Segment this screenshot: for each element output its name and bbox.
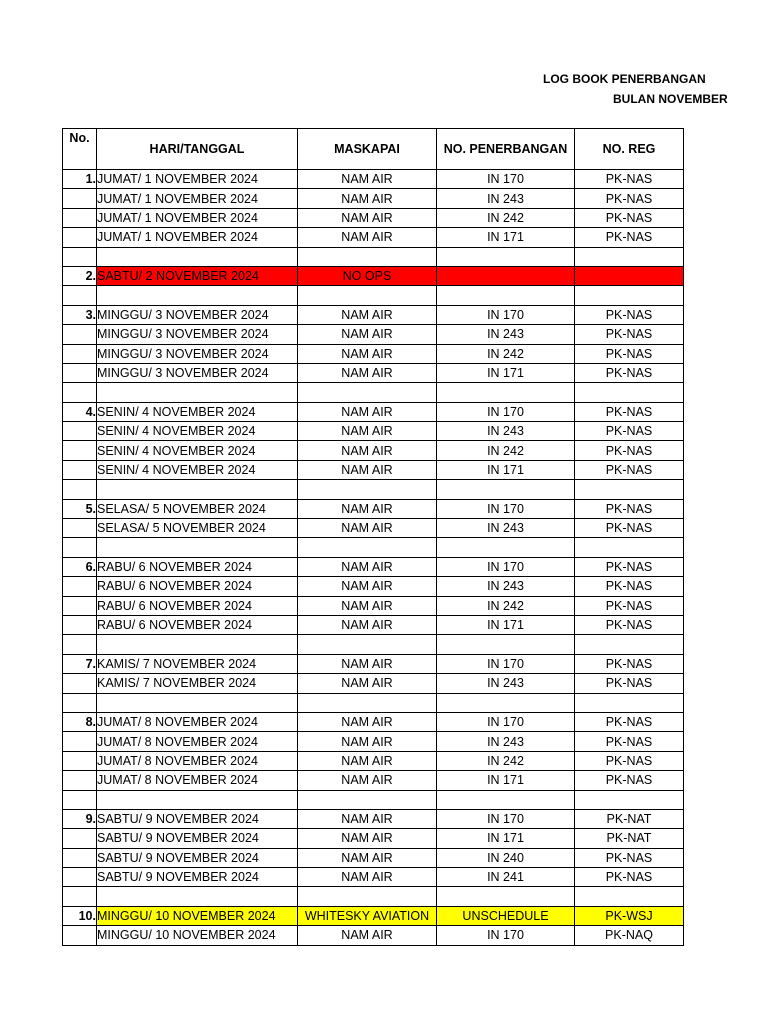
cell-airline: NAM AIR (298, 926, 437, 945)
cell-no (63, 325, 97, 344)
cell-no: 4. (63, 402, 97, 421)
cell-flight-number: IN 171 (437, 771, 575, 790)
cell-flight-number: IN 243 (437, 732, 575, 751)
cell-date (97, 790, 298, 809)
cell-airline: NAM AIR (298, 228, 437, 247)
cell-no: 1. (63, 170, 97, 189)
cell-no (63, 635, 97, 654)
table-row (63, 422, 684, 441)
cell-date (97, 887, 298, 906)
cell-flight-number: IN 170 (437, 712, 575, 731)
cell-airline: NAM AIR (298, 189, 437, 208)
cell-date: SABTU/ 9 NOVEMBER 2024 (97, 809, 298, 828)
cell-date: RABU/ 6 NOVEMBER 2024 (97, 596, 298, 615)
cell-flight-number: IN 241 (437, 868, 575, 887)
month-subtitle: BULAN NOVEMBER (613, 92, 728, 106)
cell-no (63, 848, 97, 867)
log-title: LOG BOOK PENERBANGAN (543, 72, 706, 86)
cell-no (63, 596, 97, 615)
cell-no (63, 693, 97, 712)
table-row (63, 208, 684, 227)
cell-flight-number: IN 243 (437, 325, 575, 344)
table-row (63, 305, 684, 324)
cell-no (63, 732, 97, 751)
cell-date (97, 286, 298, 305)
cell-registration: PK-NAS (575, 422, 684, 441)
table-row (63, 615, 684, 634)
cell-registration (575, 286, 684, 305)
cell-no (63, 286, 97, 305)
cell-flight-number (437, 266, 575, 285)
cell-registration (575, 266, 684, 285)
cell-flight-number: IN 170 (437, 809, 575, 828)
cell-registration: PK-WSJ (575, 906, 684, 925)
cell-flight-number: IN 242 (437, 208, 575, 227)
cell-flight-number (437, 693, 575, 712)
cell-no (63, 868, 97, 887)
cell-flight-number: IN 243 (437, 577, 575, 596)
table-row (63, 441, 684, 460)
table-row (63, 228, 684, 247)
blank-row (63, 887, 684, 906)
cell-airline (298, 790, 437, 809)
cell-date (97, 693, 298, 712)
cell-flight-number: IN 170 (437, 926, 575, 945)
table-row (63, 926, 684, 945)
cell-registration: PK-NAS (575, 189, 684, 208)
table-row (63, 344, 684, 363)
cell-airline (298, 887, 437, 906)
cell-no (63, 363, 97, 382)
cell-no (63, 422, 97, 441)
table-row (63, 266, 684, 285)
cell-registration: PK-NAS (575, 170, 684, 189)
table-row (63, 189, 684, 208)
cell-registration: PK-NAT (575, 809, 684, 828)
cell-date: JUMAT/ 1 NOVEMBER 2024 (97, 208, 298, 227)
blank-row (63, 538, 684, 557)
cell-flight-number: IN 171 (437, 615, 575, 634)
cell-flight-number: IN 170 (437, 402, 575, 421)
table-row (63, 499, 684, 518)
cell-no (63, 460, 97, 479)
cell-airline (298, 538, 437, 557)
table-row (63, 402, 684, 421)
cell-registration: PK-NAS (575, 712, 684, 731)
cell-airline: NAM AIR (298, 325, 437, 344)
table-row (63, 868, 684, 887)
cell-airline: NAM AIR (298, 557, 437, 576)
cell-registration (575, 887, 684, 906)
cell-airline: NAM AIR (298, 402, 437, 421)
cell-airline (298, 247, 437, 266)
cell-flight-number (437, 286, 575, 305)
cell-date: MINGGU/ 10 NOVEMBER 2024 (97, 926, 298, 945)
cell-flight-number: IN 242 (437, 596, 575, 615)
blank-row (63, 247, 684, 266)
table-row (63, 771, 684, 790)
cell-date: MINGGU/ 10 NOVEMBER 2024 (97, 906, 298, 925)
cell-airline: NAM AIR (298, 615, 437, 634)
table-row (63, 460, 684, 479)
column-header-no: No. (63, 129, 97, 170)
cell-no (63, 383, 97, 402)
cell-no (63, 577, 97, 596)
cell-airline: NAM AIR (298, 422, 437, 441)
cell-date: SENIN/ 4 NOVEMBER 2024 (97, 460, 298, 479)
cell-airline: NAM AIR (298, 712, 437, 731)
cell-registration: PK-NAS (575, 557, 684, 576)
cell-flight-number (437, 538, 575, 557)
table-row (63, 829, 684, 848)
cell-date: JUMAT/ 8 NOVEMBER 2024 (97, 751, 298, 770)
cell-no (63, 771, 97, 790)
cell-no: 9. (63, 809, 97, 828)
cell-airline (298, 480, 437, 499)
cell-airline: NAM AIR (298, 441, 437, 460)
cell-registration: PK-NAS (575, 519, 684, 538)
cell-flight-number: IN 242 (437, 751, 575, 770)
cell-registration: PK-NAS (575, 228, 684, 247)
cell-airline: NAM AIR (298, 674, 437, 693)
table-row (63, 170, 684, 189)
cell-flight-number (437, 383, 575, 402)
cell-registration (575, 790, 684, 809)
cell-registration: PK-NAS (575, 460, 684, 479)
cell-airline: NAM AIR (298, 170, 437, 189)
cell-no: 7. (63, 654, 97, 673)
cell-date (97, 480, 298, 499)
cell-registration: PK-NAS (575, 305, 684, 324)
cell-no (63, 538, 97, 557)
table-row (63, 732, 684, 751)
cell-date: SABTU/ 9 NOVEMBER 2024 (97, 868, 298, 887)
cell-date: KAMIS/ 7 NOVEMBER 2024 (97, 674, 298, 693)
cell-no (63, 208, 97, 227)
cell-date: JUMAT/ 8 NOVEMBER 2024 (97, 712, 298, 731)
cell-flight-number: IN 243 (437, 519, 575, 538)
cell-flight-number (437, 635, 575, 654)
cell-date: MINGGU/ 3 NOVEMBER 2024 (97, 305, 298, 324)
cell-registration (575, 247, 684, 266)
table-row (63, 674, 684, 693)
cell-no (63, 480, 97, 499)
cell-airline: NAM AIR (298, 363, 437, 382)
cell-date: SELASA/ 5 NOVEMBER 2024 (97, 499, 298, 518)
cell-date: SENIN/ 4 NOVEMBER 2024 (97, 402, 298, 421)
cell-airline: NAM AIR (298, 596, 437, 615)
cell-no (63, 247, 97, 266)
cell-flight-number: IN 171 (437, 363, 575, 382)
cell-registration: PK-NAS (575, 441, 684, 460)
table-row (63, 577, 684, 596)
cell-flight-number: IN 243 (437, 674, 575, 693)
cell-flight-number: IN 240 (437, 848, 575, 867)
cell-airline: WHITESKY AVIATION (298, 906, 437, 925)
cell-no (63, 887, 97, 906)
cell-registration: PK-NAS (575, 654, 684, 673)
cell-no (63, 926, 97, 945)
column-header-date: HARI/TANGGAL (97, 129, 298, 170)
cell-date: SABTU/ 2 NOVEMBER 2024 (97, 266, 298, 285)
cell-registration: PK-NAS (575, 751, 684, 770)
cell-no: 10. (63, 906, 97, 925)
cell-date: RABU/ 6 NOVEMBER 2024 (97, 557, 298, 576)
cell-registration (575, 383, 684, 402)
cell-registration: PK-NAS (575, 402, 684, 421)
cell-date: MINGGU/ 3 NOVEMBER 2024 (97, 325, 298, 344)
cell-registration: PK-NAT (575, 829, 684, 848)
cell-flight-number (437, 887, 575, 906)
cell-registration: PK-NAS (575, 208, 684, 227)
cell-registration: PK-NAS (575, 732, 684, 751)
cell-date (97, 247, 298, 266)
cell-registration: PK-NAS (575, 848, 684, 867)
table-header-row (63, 129, 684, 170)
cell-airline: NAM AIR (298, 344, 437, 363)
cell-flight-number (437, 480, 575, 499)
cell-airline: NAM AIR (298, 868, 437, 887)
cell-airline: NO OPS (298, 266, 437, 285)
cell-date: SABTU/ 9 NOVEMBER 2024 (97, 848, 298, 867)
cell-registration (575, 538, 684, 557)
cell-flight-number: IN 170 (437, 499, 575, 518)
cell-flight-number: IN 243 (437, 189, 575, 208)
cell-no: 8. (63, 712, 97, 731)
table-body (63, 170, 684, 946)
cell-date: KAMIS/ 7 NOVEMBER 2024 (97, 654, 298, 673)
cell-flight-number: IN 242 (437, 344, 575, 363)
cell-date (97, 635, 298, 654)
cell-airline: NAM AIR (298, 829, 437, 848)
cell-date: JUMAT/ 8 NOVEMBER 2024 (97, 732, 298, 751)
cell-registration: PK-NAS (575, 868, 684, 887)
cell-flight-number: IN 171 (437, 228, 575, 247)
cell-registration: PK-NAS (575, 363, 684, 382)
cell-no (63, 790, 97, 809)
cell-no (63, 519, 97, 538)
cell-airline (298, 693, 437, 712)
blank-row (63, 790, 684, 809)
cell-date: RABU/ 6 NOVEMBER 2024 (97, 615, 298, 634)
table-row (63, 848, 684, 867)
table-row (63, 596, 684, 615)
cell-no (63, 751, 97, 770)
cell-registration (575, 480, 684, 499)
cell-flight-number: IN 243 (437, 422, 575, 441)
blank-row (63, 286, 684, 305)
table-row (63, 519, 684, 538)
cell-flight-number: IN 170 (437, 305, 575, 324)
table-row (63, 809, 684, 828)
cell-airline: NAM AIR (298, 732, 437, 751)
table-row (63, 712, 684, 731)
flight-log-table (62, 128, 684, 946)
cell-registration: PK-NAS (575, 577, 684, 596)
blank-row (63, 383, 684, 402)
cell-airline: NAM AIR (298, 848, 437, 867)
cell-date: JUMAT/ 1 NOVEMBER 2024 (97, 189, 298, 208)
column-header-airline: MASKAPAI (298, 129, 437, 170)
cell-flight-number: IN 170 (437, 654, 575, 673)
cell-no: 3. (63, 305, 97, 324)
cell-date: MINGGU/ 3 NOVEMBER 2024 (97, 363, 298, 382)
cell-date: MINGGU/ 3 NOVEMBER 2024 (97, 344, 298, 363)
cell-flight-number: UNSCHEDULE (437, 906, 575, 925)
cell-date: JUMAT/ 1 NOVEMBER 2024 (97, 228, 298, 247)
blank-row (63, 480, 684, 499)
cell-date: SELASA/ 5 NOVEMBER 2024 (97, 519, 298, 538)
cell-airline: NAM AIR (298, 499, 437, 518)
table-row (63, 557, 684, 576)
cell-flight-number (437, 247, 575, 266)
cell-airline: NAM AIR (298, 577, 437, 596)
cell-registration: PK-NAS (575, 615, 684, 634)
cell-date (97, 383, 298, 402)
cell-no: 5. (63, 499, 97, 518)
cell-airline (298, 383, 437, 402)
blank-row (63, 635, 684, 654)
column-header-registration: NO. REG (575, 129, 684, 170)
cell-date: RABU/ 6 NOVEMBER 2024 (97, 577, 298, 596)
cell-no (63, 344, 97, 363)
cell-registration: PK-NAS (575, 771, 684, 790)
cell-airline (298, 635, 437, 654)
cell-no (63, 228, 97, 247)
cell-no (63, 189, 97, 208)
table-row (63, 906, 684, 925)
cell-no (63, 441, 97, 460)
column-header-flight-number: NO. PENERBANGAN (437, 129, 575, 170)
cell-flight-number (437, 790, 575, 809)
cell-airline: NAM AIR (298, 654, 437, 673)
cell-airline: NAM AIR (298, 460, 437, 479)
cell-date: SABTU/ 9 NOVEMBER 2024 (97, 829, 298, 848)
cell-registration: PK-NAS (575, 344, 684, 363)
cell-flight-number: IN 171 (437, 829, 575, 848)
cell-date (97, 538, 298, 557)
cell-date: SENIN/ 4 NOVEMBER 2024 (97, 422, 298, 441)
cell-date: SENIN/ 4 NOVEMBER 2024 (97, 441, 298, 460)
cell-flight-number: IN 170 (437, 557, 575, 576)
cell-no: 6. (63, 557, 97, 576)
blank-row (63, 693, 684, 712)
table-row (63, 654, 684, 673)
cell-airline: NAM AIR (298, 771, 437, 790)
cell-no (63, 674, 97, 693)
cell-registration: PK-NAS (575, 325, 684, 344)
cell-no (63, 829, 97, 848)
cell-registration: PK-NAS (575, 499, 684, 518)
cell-airline: NAM AIR (298, 751, 437, 770)
cell-no: 2. (63, 266, 97, 285)
cell-registration (575, 635, 684, 654)
cell-flight-number: IN 171 (437, 460, 575, 479)
cell-no (63, 615, 97, 634)
cell-registration: PK-NAS (575, 596, 684, 615)
cell-registration: PK-NAS (575, 674, 684, 693)
cell-flight-number: IN 242 (437, 441, 575, 460)
cell-airline: NAM AIR (298, 305, 437, 324)
table-row (63, 325, 684, 344)
table-row (63, 751, 684, 770)
cell-airline (298, 286, 437, 305)
table-row (63, 363, 684, 382)
cell-airline: NAM AIR (298, 208, 437, 227)
cell-date: JUMAT/ 8 NOVEMBER 2024 (97, 771, 298, 790)
cell-airline: NAM AIR (298, 519, 437, 538)
cell-flight-number: IN 170 (437, 170, 575, 189)
cell-date: JUMAT/ 1 NOVEMBER 2024 (97, 170, 298, 189)
cell-registration: PK-NAQ (575, 926, 684, 945)
cell-airline: NAM AIR (298, 809, 437, 828)
cell-registration (575, 693, 684, 712)
